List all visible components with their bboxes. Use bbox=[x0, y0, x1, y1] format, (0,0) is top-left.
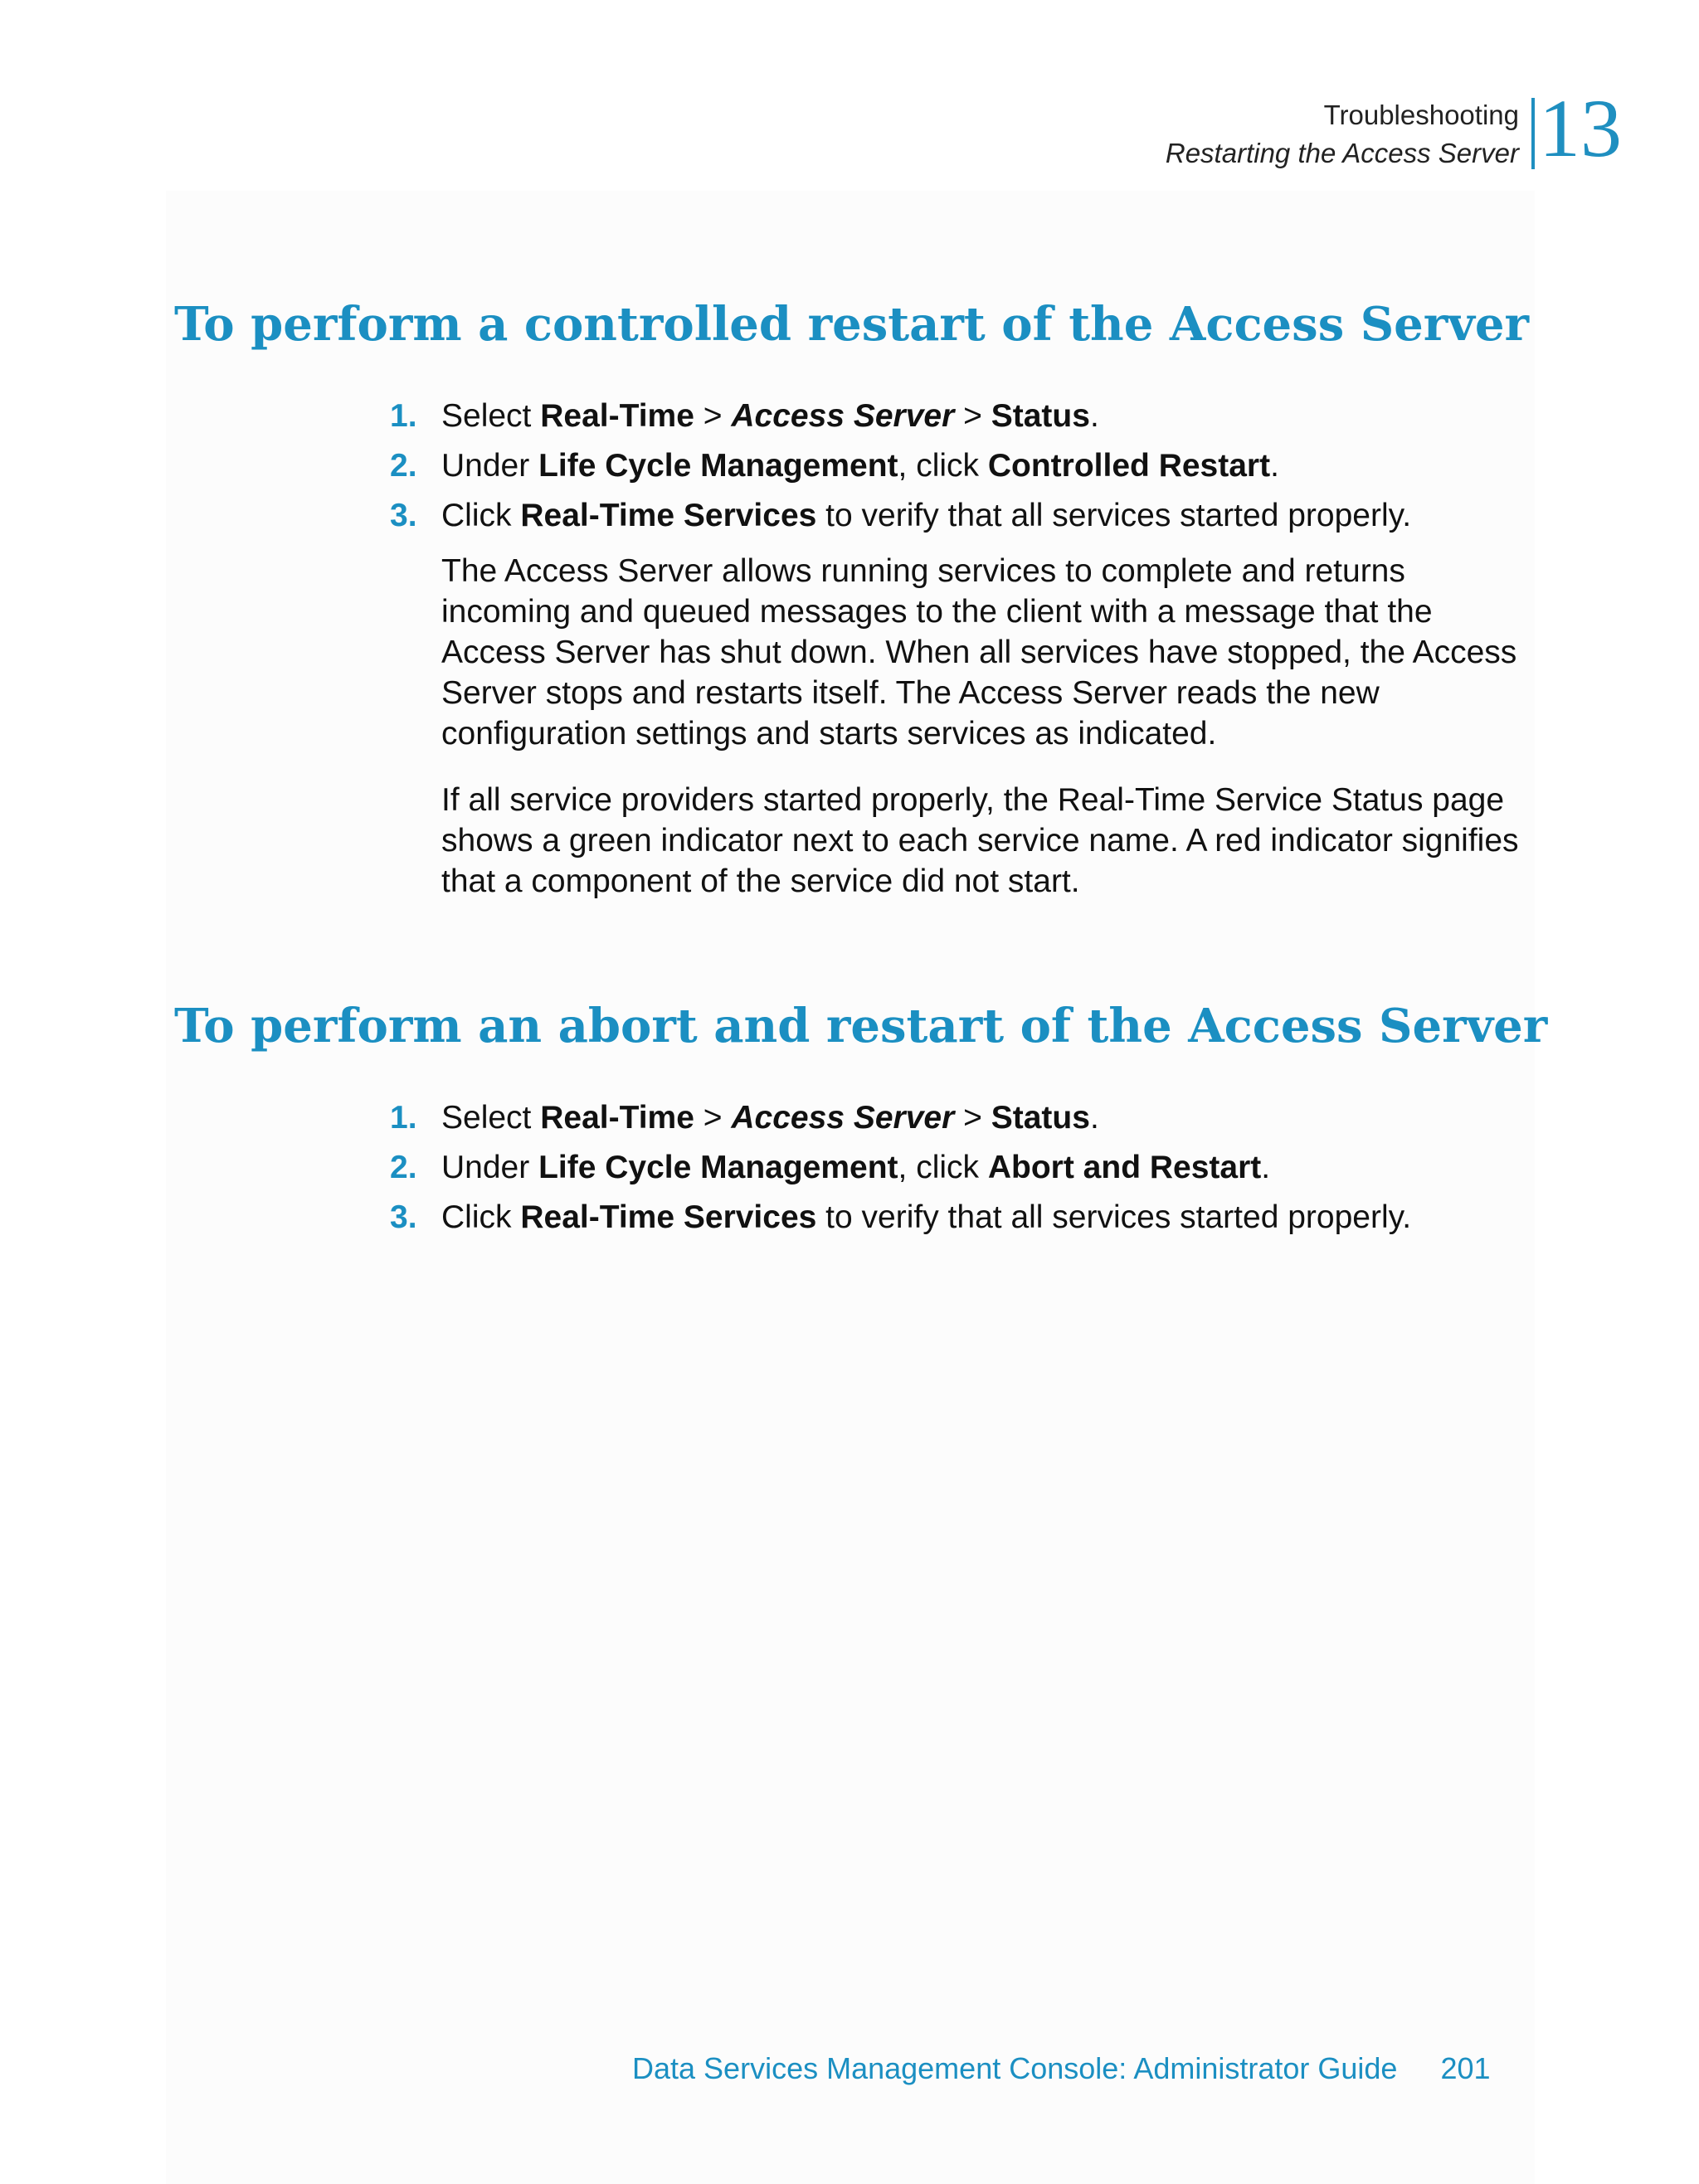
body-paragraph: The Access Server allows running services to complete and returns incoming and queued messages to the client with a message that the Access Server has shut down. When all services have stopped, the Access Server stops and restarts itself. The Access Server reads the new configuration settings and starts services as indicated. bbox=[441, 553, 1517, 752]
step-number: 2. bbox=[390, 448, 417, 484]
steps-list-abort-restart bbox=[390, 1098, 1518, 1248]
step-item bbox=[390, 496, 1518, 536]
step-text: Select Real-Time > Access Server > Status. bbox=[441, 1100, 1099, 1136]
step-number: 1. bbox=[390, 1100, 417, 1136]
step-item bbox=[390, 1198, 1518, 1238]
step-number: 3. bbox=[390, 1199, 417, 1235]
step-item bbox=[390, 446, 1518, 486]
chapter-divider bbox=[1531, 98, 1535, 169]
step-text: Select Real-Time > Access Server > Status. bbox=[441, 398, 1099, 434]
step-text: Click Real-Time Services to verify that all services started properly. bbox=[441, 1199, 1412, 1235]
step-number: 3. bbox=[390, 498, 417, 533]
step-item bbox=[390, 1148, 1518, 1188]
footer-guide-title: Data Services Management Console: Administrator Guide bbox=[632, 2051, 1398, 2085]
body-paragraph: If all service providers started properly, the Real-Time Service Status page shows a green indicator next to each service name. A red indicator signifies that a component of the service did not start. bbox=[441, 782, 1519, 899]
step-item bbox=[390, 1098, 1518, 1138]
chapter-number: 13 bbox=[1539, 82, 1622, 174]
running-header bbox=[1166, 96, 1519, 173]
step-text: Click Real-Time Services to verify that all services started properly. bbox=[441, 498, 1412, 533]
steps-list-controlled-restart bbox=[390, 396, 1518, 902]
step-number: 2. bbox=[390, 1150, 417, 1185]
header-section-title: Troubleshooting bbox=[1323, 100, 1519, 130]
header-subsection-title: Restarting the Access Server bbox=[1165, 138, 1519, 168]
section-heading-controlled-restart: To perform a controlled restart of the Access Server bbox=[174, 297, 1529, 352]
step-text: Under Life Cycle Management, click Abort and Restart. bbox=[441, 1150, 1271, 1185]
section-heading-abort-restart: To perform an abort and restart of the Access Server bbox=[174, 999, 1548, 1053]
step-item bbox=[390, 396, 1518, 436]
step-number: 1. bbox=[390, 398, 417, 434]
page-footer bbox=[632, 2050, 1491, 2087]
step-text: Under Life Cycle Management, click Controlled Restart. bbox=[441, 448, 1279, 484]
footer-page-number: 201 bbox=[1440, 2051, 1491, 2085]
